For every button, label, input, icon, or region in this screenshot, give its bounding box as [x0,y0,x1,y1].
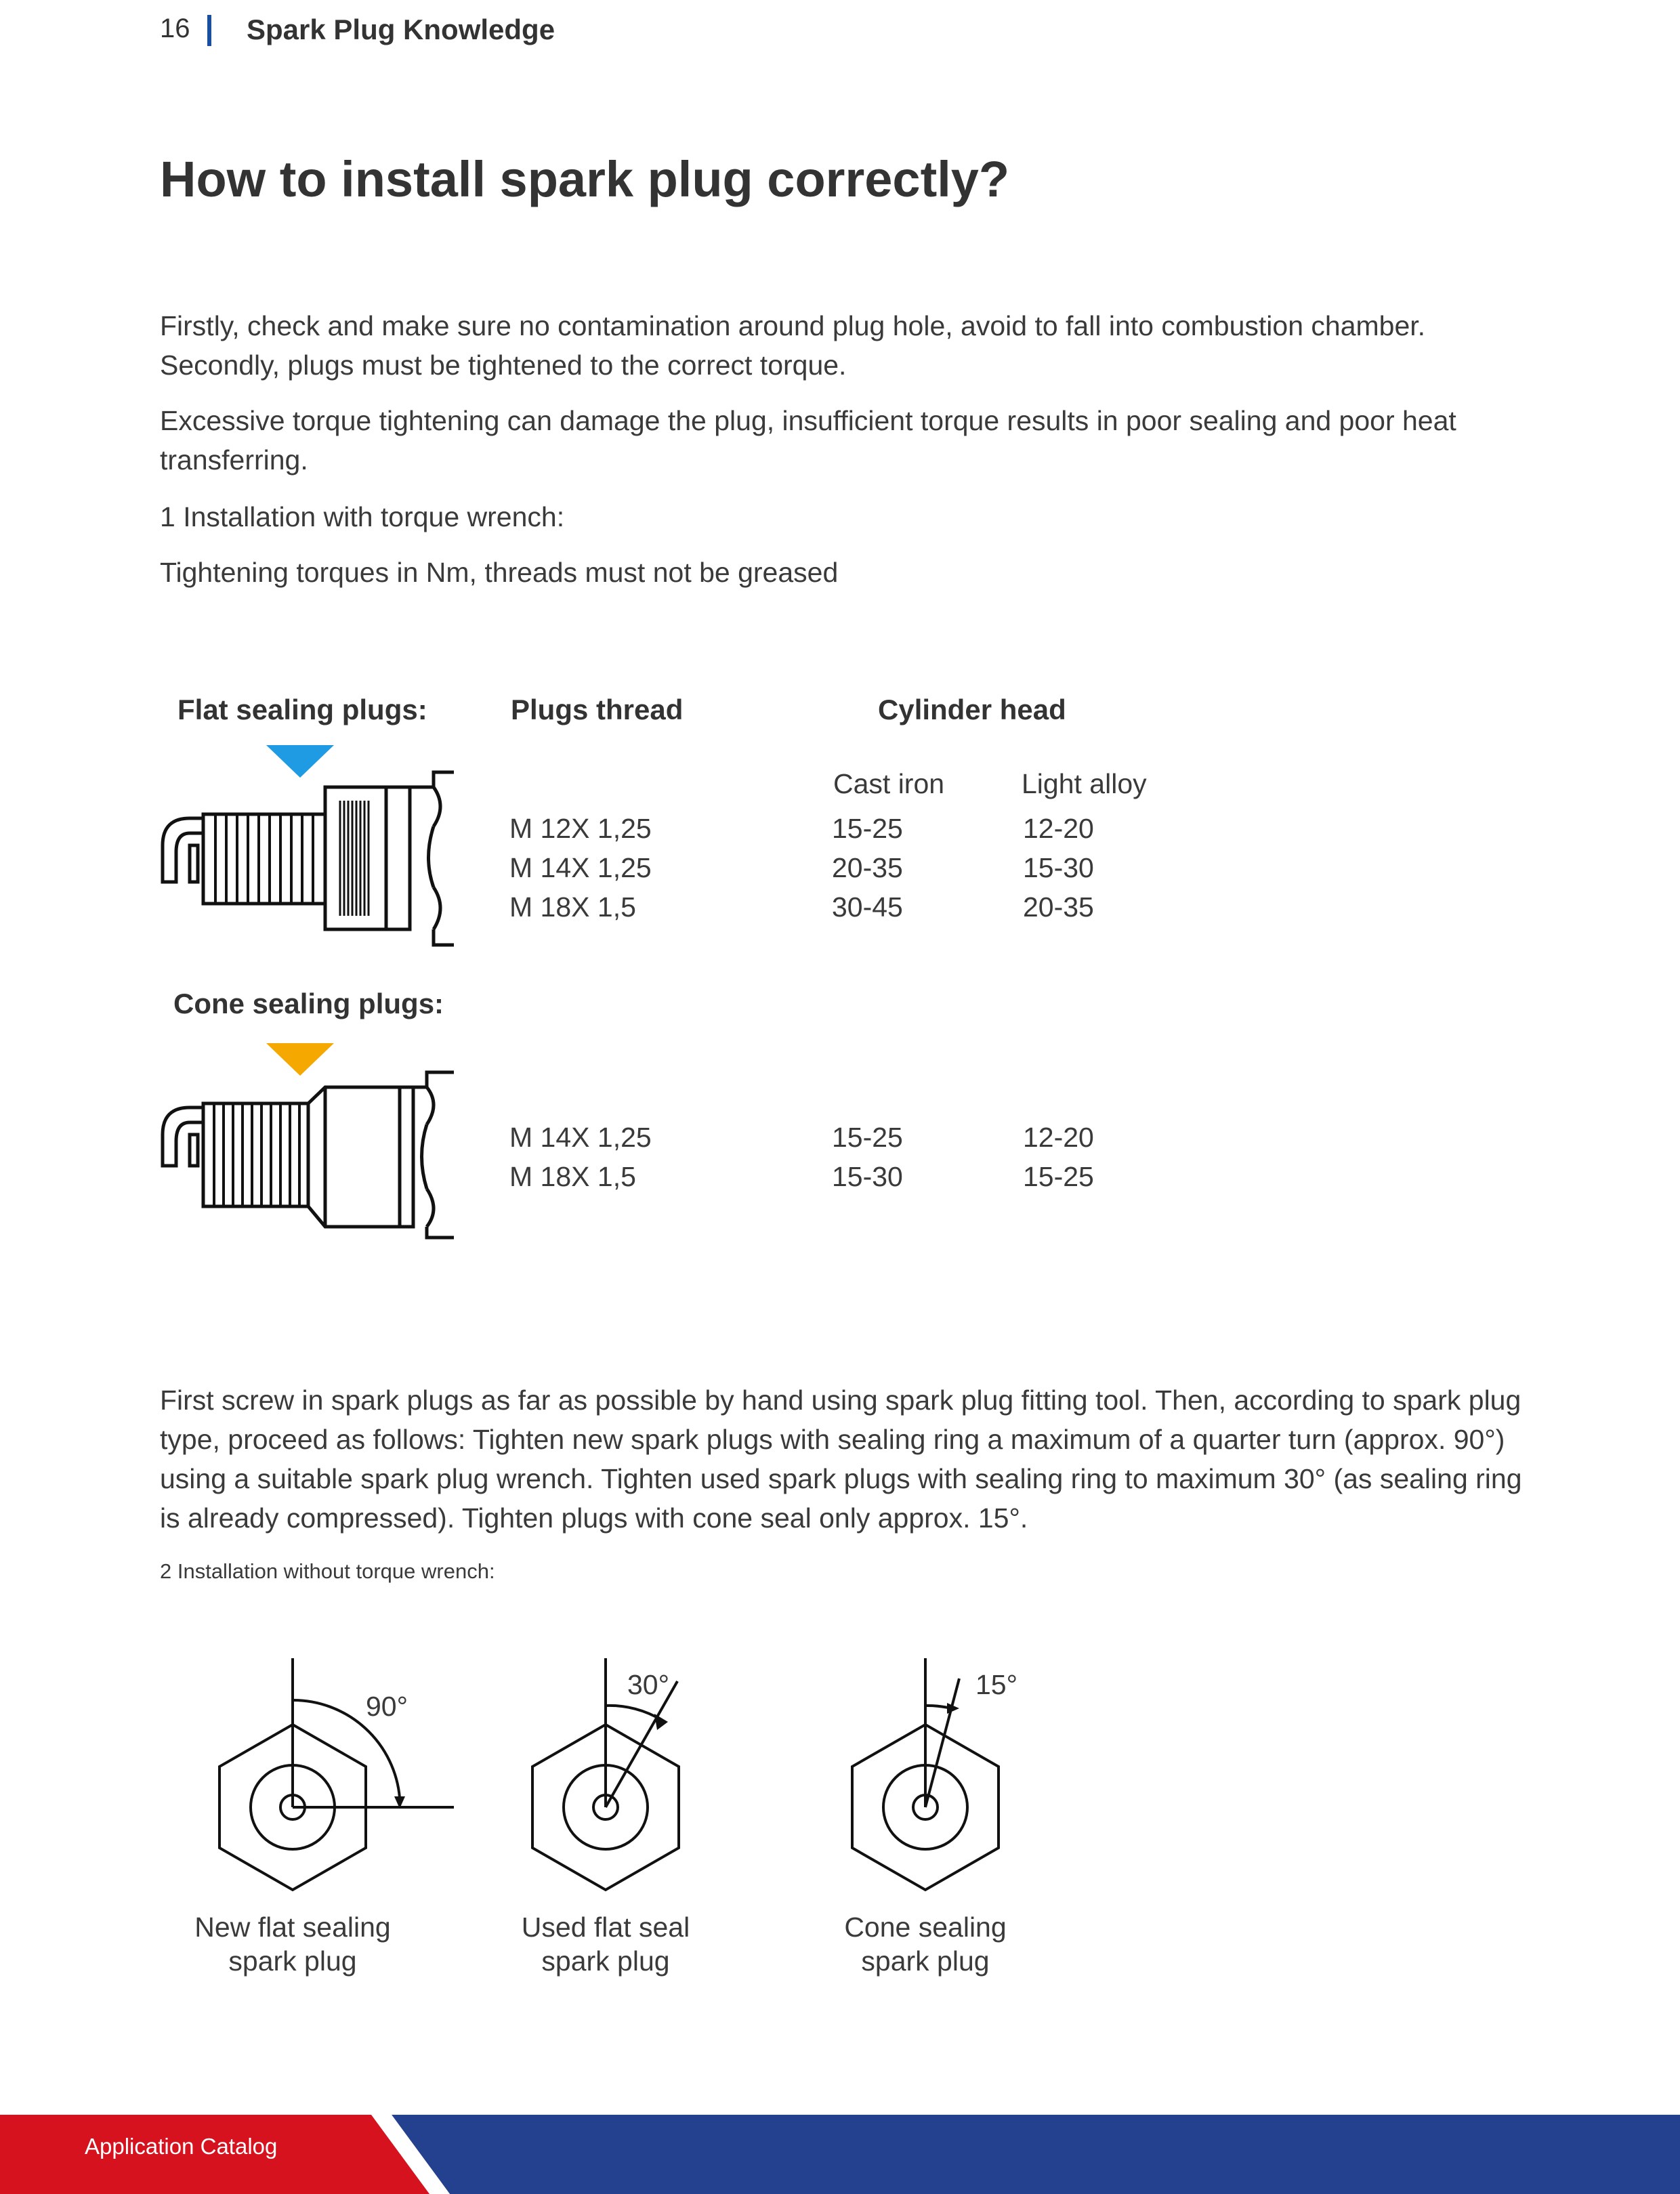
caption-new-flat: New flat sealing spark plug [194,1912,391,1977]
footer-label: Application Catalog [85,2134,278,2159]
flat-sealing-plug-illustration [156,738,474,969]
section-title: Spark Plug Knowledge [247,14,555,45]
angle-label-30: 30° [627,1669,670,1700]
cone-row-1-alloy: 12-20 [1023,1122,1094,1153]
intro-paragraph-2: Excessive torque tightening can damage the plug, insufficient torque results in poor sealing and poor heat transferring. [160,405,1456,476]
flat-thread-lines [215,814,313,904]
flat-row-1-thread: M 12X 1,25 [509,813,652,844]
diagram-30-degree [515,1646,732,1903]
cone-row-2-alloy: 15-25 [1023,1161,1094,1192]
intro-paragraph-4: Tightening torques in Nm, threads must not be greased [160,557,839,588]
angle-label-15: 15° [975,1669,1018,1700]
cone-thread-lines [214,1103,299,1206]
flat-row-3-cast: 30-45 [832,891,903,923]
procedure-subtitle: 2 Installation without torque wrench: [160,1559,495,1583]
flat-row-1-alloy: 12-20 [1023,813,1094,844]
cone-row-1-thread: M 14X 1,25 [509,1122,652,1153]
flat-row-2-cast: 20-35 [832,852,903,883]
cylinder-head-header: Cylinder head [878,694,1066,725]
flat-sealing-label: Flat sealing plugs: [177,694,427,725]
diagram-90-degree [203,1646,474,1903]
light-alloy-header: Light alloy [1022,768,1147,799]
caption-used-flat: Used flat seal spark plug [521,1912,690,1977]
cone-marker-triangle [266,1043,334,1076]
flat-row-2-alloy: 15-30 [1023,852,1094,883]
angle-label-90: 90° [366,1691,408,1722]
footer-blue [392,2115,1680,2194]
header-divider [207,15,211,46]
intro-paragraph-1: Firstly, check and make sure no contamination around plug hole, avoid to fall into combustion chamber. Secondly, plugs must be tightened to the correct torque. [160,310,1426,381]
intro-paragraph-3: 1 Installation with torque wrench: [160,501,565,532]
cone-row-1-cast: 15-25 [832,1122,903,1153]
page-title: How to install spark plug correctly? [160,151,1010,207]
cone-sealing-plug-illustration [156,1040,474,1243]
flat-row-3-alloy: 20-35 [1023,891,1094,923]
cone-sealing-label: Cone sealing plugs: [173,988,444,1019]
caption-cone-sealing: Cone sealing spark plug [844,1912,1007,1977]
cone-row-2-thread: M 18X 1,5 [509,1161,636,1192]
cone-row-2-cast: 15-30 [832,1161,903,1192]
plugs-thread-header: Plugs thread [511,694,684,725]
flat-row-1-cast: 15-25 [832,813,903,844]
flat-row-3-thread: M 18X 1,5 [509,891,636,923]
flat-marker-triangle [266,745,334,778]
procedure-paragraph: First screw in spark plugs as far as possible by hand using spark plug fitting tool. Then, according to spark plug type, proceed as follows: Tighten new spark plugs with sealing ring a maximum of a quarter turn (approx. 90°) using a suitable spark plug wrench. Tighten used spark plugs with sealing ring to maximum 30° (as sealing ring is already compressed). Tighten plugs with cone seal only approx. 15°. [160,1385,1522,1534]
page-number: 16 [160,14,190,43]
flat-row-2-thread: M 14X 1,25 [509,852,652,883]
cast-iron-header: Cast iron [833,768,945,799]
